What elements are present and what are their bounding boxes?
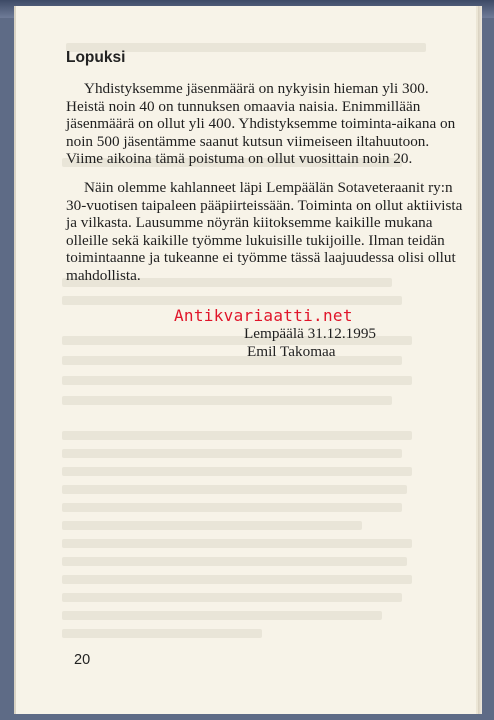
- page-edge: [478, 6, 482, 714]
- section-heading: Lopuksi: [66, 49, 126, 66]
- watermark-text: Antikvariaatti.net: [174, 306, 353, 325]
- text-line: jäsenmäärä on ollut yli 400. Yhdistyksemme toiminta-aikana on: [66, 115, 456, 133]
- book-page: [14, 6, 482, 714]
- text-line: Näin olemme kahlanneet läpi Lempäälän Sotaveteraanit ry:n: [84, 179, 453, 196]
- text-line: Heistä noin 40 on tunnuksen omaavia naisia. Enimmillään: [66, 97, 421, 115]
- text-line: toimintaanne ja tukeanne ei työmme tässä laajuudessa olisi ollut: [66, 249, 456, 267]
- text-line: olleille sekä kaikille työmme lukuisille tukijoille. Ilman teidän: [66, 231, 445, 249]
- text-line: Viime aikoina tämä poistuma on ollut vuosittain noin 20.: [66, 150, 413, 168]
- paragraph-members: [66, 80, 456, 168]
- paragraph-closing: [66, 179, 463, 285]
- signature-block: [244, 325, 394, 361]
- text-line: Yhdistyksemme jäsenmäärä on nykyisin hieman yli 300.: [84, 80, 429, 97]
- author-name: Emil Takomaa: [247, 343, 336, 360]
- text-line: 30-vuotisen taipaleen pääpiirteissään. Toiminta on ollut aktiivista: [66, 196, 463, 214]
- text-line: mahdollista.: [66, 266, 141, 284]
- page-number: 20: [74, 652, 91, 668]
- text-line: noin 500 jäsentämme saanut kutsun viimeiseen iltahuutoon.: [66, 132, 430, 150]
- text-line: ja vilkasta. Lausumme nöyrän kiitoksemme kaikille mukana: [66, 214, 433, 232]
- place-date: Lempäälä 31.12.1995: [244, 325, 377, 342]
